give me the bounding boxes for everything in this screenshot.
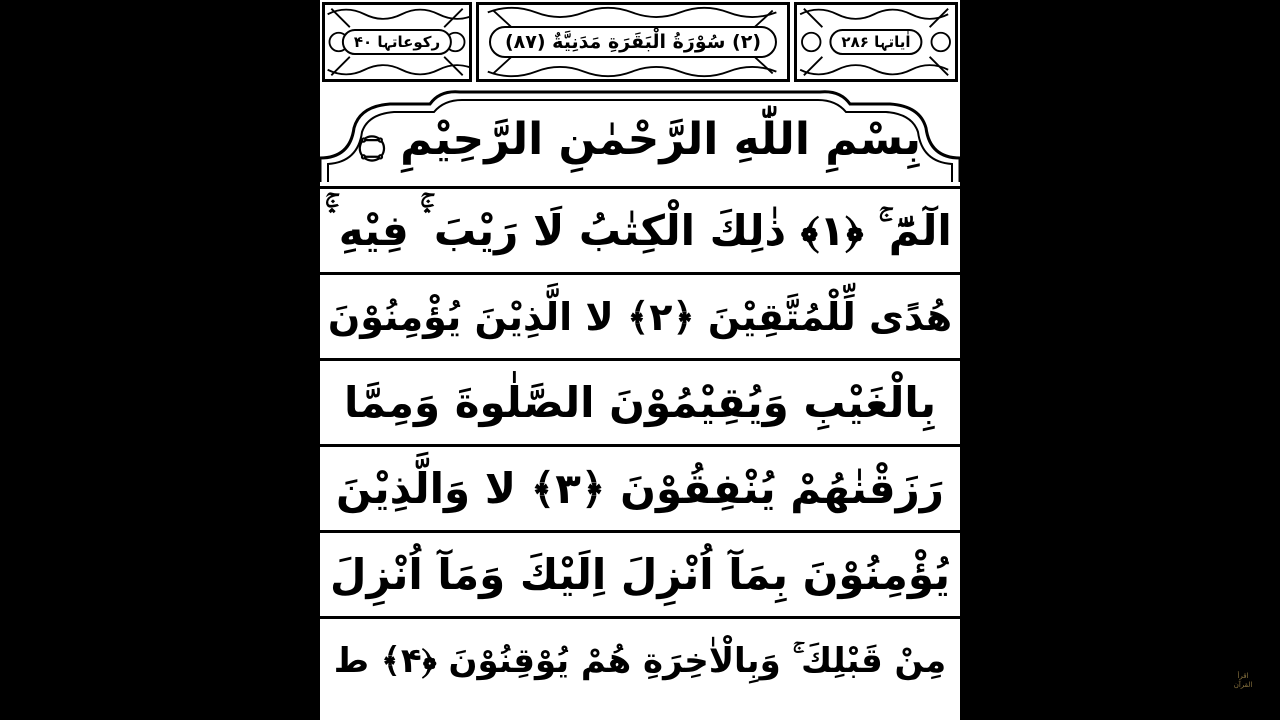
verse-line-text: بِالْغَيْبِ وَيُقِيْمُوْنَ الصَّلٰوةَ وَمِمَّا [344, 378, 936, 427]
verse-line [320, 530, 960, 616]
verse-line-text: هُدًى لِّلْمُتَّقِيْنَ ﴿۲﴾ لا الَّذِيْنَ يُؤْمِنُوْنَ [327, 294, 953, 339]
channel-watermark: اقرأ القرآن [1233, 672, 1253, 689]
verse-line [320, 272, 960, 358]
verse-line [320, 616, 960, 702]
quran-page [320, 0, 960, 720]
ayat-count-box [794, 2, 958, 82]
verse-line-text: الٓمّٓ ۚ ﴿۱﴾ ذٰلِكَ الْكِتٰبُ لَا رَيْبَ ۛۚ فِيْهِ ۛۚ [328, 205, 952, 255]
ayat-count-label: اٰیاتہا ۲۸۶ [829, 29, 922, 55]
verse-line [320, 186, 960, 272]
verse-line-text: مِنْ قَبْلِكَ ۚ وَبِالْاٰخِرَةِ هُمْ يُوْقِنُوْنَ ﴿۴﴾ ط [333, 641, 947, 681]
verse-line-text: رَزَقْنٰهُمْ يُنْفِقُوْنَ ﴿۳﴾ لا وَالَّذِيْنَ [336, 464, 944, 513]
ruku-count-label: رکوعاتہا ۴۰ [342, 29, 452, 55]
verse-line [320, 444, 960, 530]
surah-title: (۲) سُوْرَةُ الْبَقَرَةِ مَدَنِيَّةٌ (۸۷) [489, 26, 777, 58]
verse-line-text: يُؤْمِنُوْنَ بِمَآ اُنْزِلَ اِلَيْكَ وَمَآ اُنْزِلَ [330, 550, 951, 599]
bismillah-cartouche [320, 88, 960, 184]
bismillah-text: بِسْمِ اللّٰهِ الرَّحْمٰنِ الرَّحِيْمِ ۝ [358, 114, 922, 165]
verse-line [320, 358, 960, 444]
ruku-count-box [322, 2, 472, 82]
surah-header [320, 0, 960, 86]
verse-lines [320, 186, 960, 702]
surah-title-box [476, 2, 790, 82]
